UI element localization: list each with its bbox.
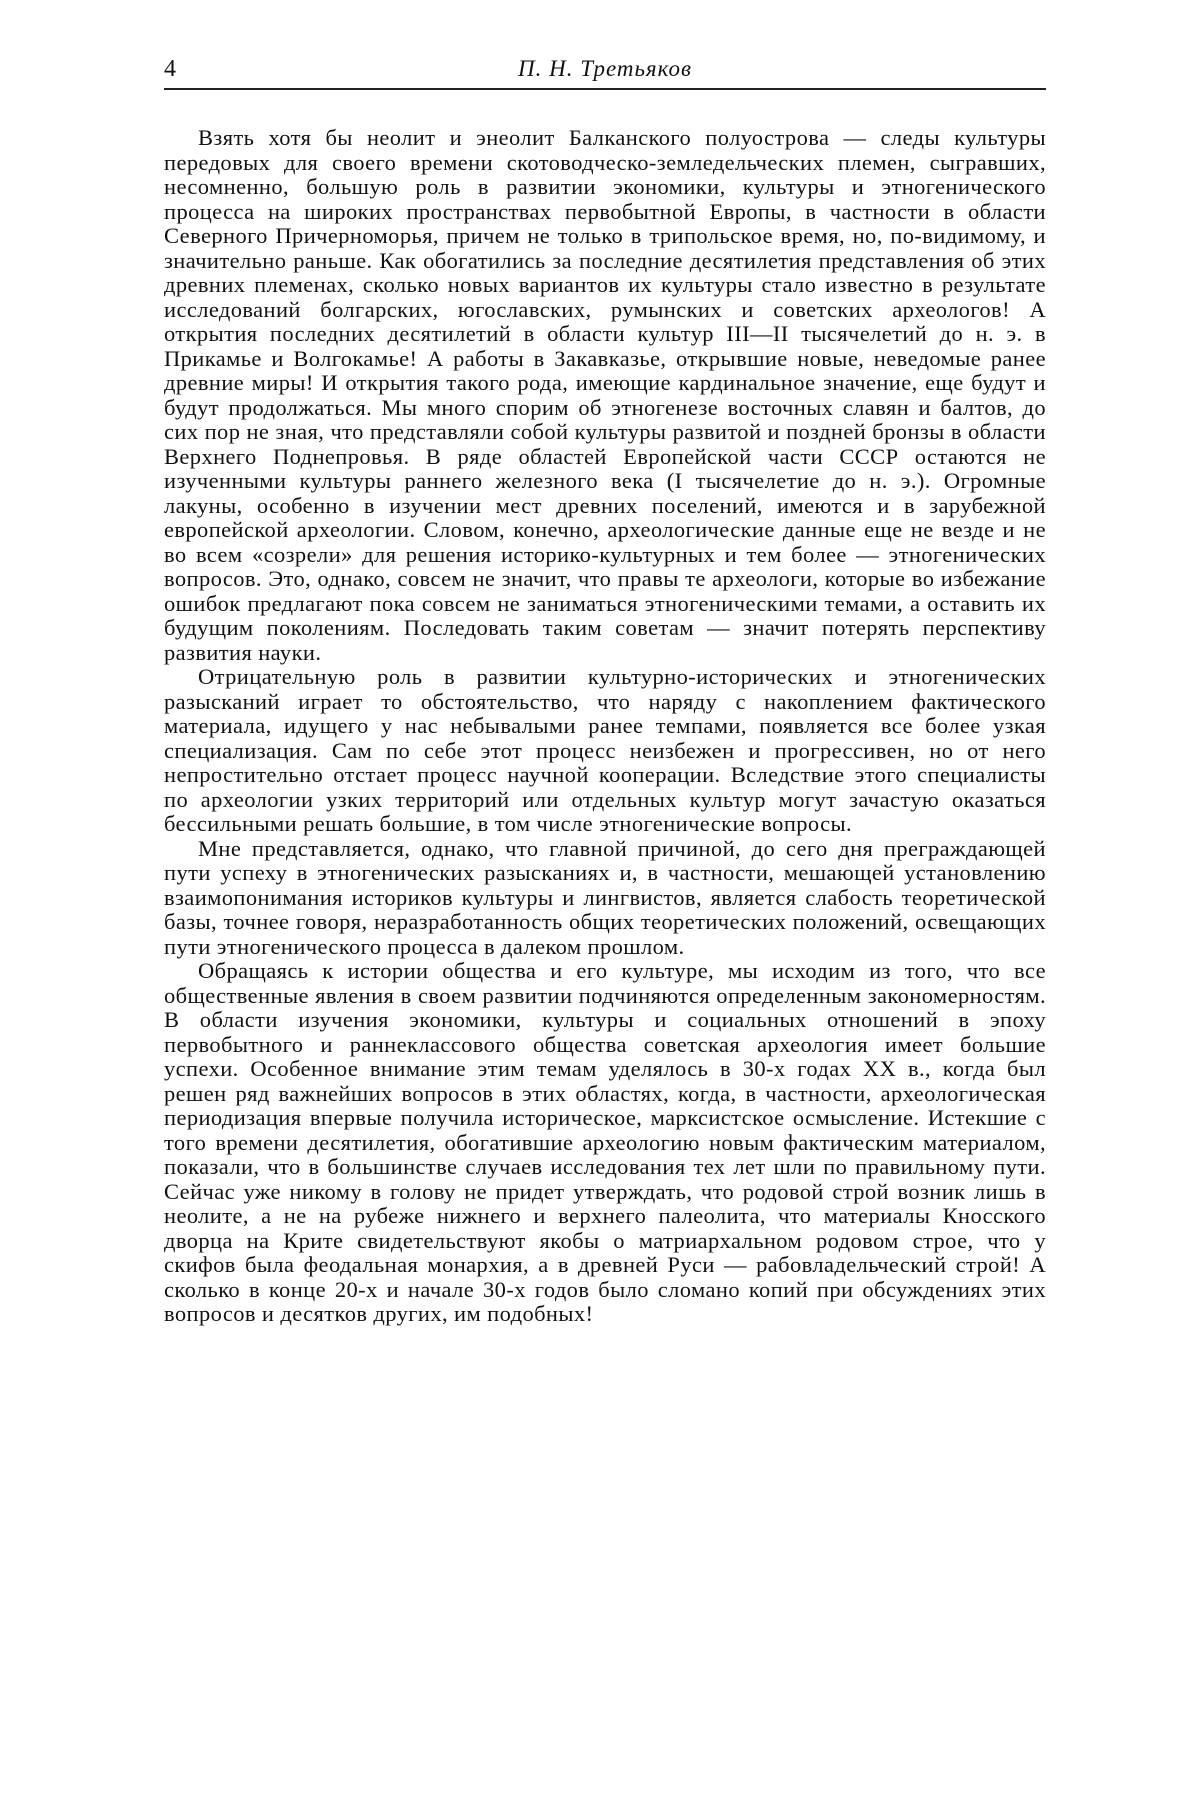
body-text (164, 126, 1046, 1327)
book-page (164, 52, 1046, 1327)
running-title: П. Н. Третьяков (518, 56, 692, 81)
paragraph: Отрицательную роль в развитии культурно-исторических и этногенических разысканий играет то обстоятельство, что наряду с накоплением фактического материала, идущего у нас небывалыми ранее темпами, появляется все более узкая специализация. Сам по себе этот процесс неизбежен и прогрессивен, но от него непростительно отстает процесс научной кооперации. Вследствие этого специалисты по археологии узких территорий или отдельных культур могут зачастую оказаться бессильными решать большие, в том числе этногенические вопросы. (164, 664, 1046, 836)
paragraph: Мне представляется, однако, что главной причиной, до сего дня преграждающей пути успеху в этногенических разысканиях и, в частности, мешающей установлению взаимопонимания историков культуры и лингвистов, является слабость теоретической базы, точнее говоря, неразработанность общих теоретических положений, освещающих пути этногенического процесса в далеком прошлом. (164, 835, 1046, 959)
page-number: 4 (164, 56, 176, 82)
paragraph: Взять хотя бы неолит и энеолит Балканского полуострова — следы культуры передовых для своего времени скотоводческо-земледельческих племен, сыгравших, несомненно, большую роль в развитии экономики, культуры и этногенического процесса на широких пространствах первобытной Европы, в частности в области Северного Причерноморья, причем не только в трипольское время, но, по-видимому, и значительно раньше. Как обогатились за последние десятилетия представления об этих древних племенах, сколько новых вариантов их культуры стало известно в результате исследований болгарских, югославских, румынских и советских археологов! А открытия последних десятилетий в области культур III—II тысячелетий до н. э. в Прикамье и Волгокамье! А работы в Закавказье, открывшие новые, неведомые ранее древние миры! И открытия такого рода, имеющие кардинальное значение, еще будут и будут продолжаться. Мы много спорим об этногенезе восточных славян и балтов, до сих пор не зная, что представляли собой культуры развитой и поздней бронзы в области Верхнего Поднепровья. В ряде областей Европейской части СССР остаются не изученными культуры раннего железного века (I тысячелетие до н. э.). Огромные лакуны, особенно в изучении мест древних поселений, имеются и в зарубежной европейской археологии. Словом, конечно, археологические данные еще не везде и не во всем «созрели» для решения историко-культурных и тем более — этногенических вопросов. Это, однако, совсем не значит, что правы те археологи, которые во избежание ошибок предлагают пока совсем не заниматься этногеническими темами, а оставить их будущим поколениям. Последовать таким советам — значит потерять перспективу развития науки. (164, 125, 1046, 665)
page-header (164, 52, 1046, 90)
paragraph: Обращаясь к истории общества и его культуре, мы исходим из того, что все общественные явления в своем развитии подчиняются определенным закономерностям. В области изучения экономики, культуры и социальных отношений в эпоху первобытного и раннеклассового общества советская археология имеет большие успехи. Особенное внимание этим темам уделялось в 30-х годах XX в., когда был решен ряд важнейших вопросов в этих областях, когда, в частности, археологическая периодизация впервые получила историческое, марксистское осмысление. Истекшие с того времени десятилетия, обогатившие археологию новым фактическим материалом, показали, что в большинстве случаев исследования тех лет шли по правильному пути. Сейчас уже никому в голову не придет утверждать, что родовой строй возник лишь в неолите, а не на рубеже нижнего и верхнего палеолита, что материалы Кносского дворца на Крите свидетельствуют якобы о матриархальном родовом строе, что у скифов была феодальная монархия, а в древней Руси — рабовладельческий строй! А сколько в конце 20-х и начале 30-х годов было сломано копий при обсуждениях этих вопросов и десятков других, им подобных! (164, 958, 1046, 1326)
